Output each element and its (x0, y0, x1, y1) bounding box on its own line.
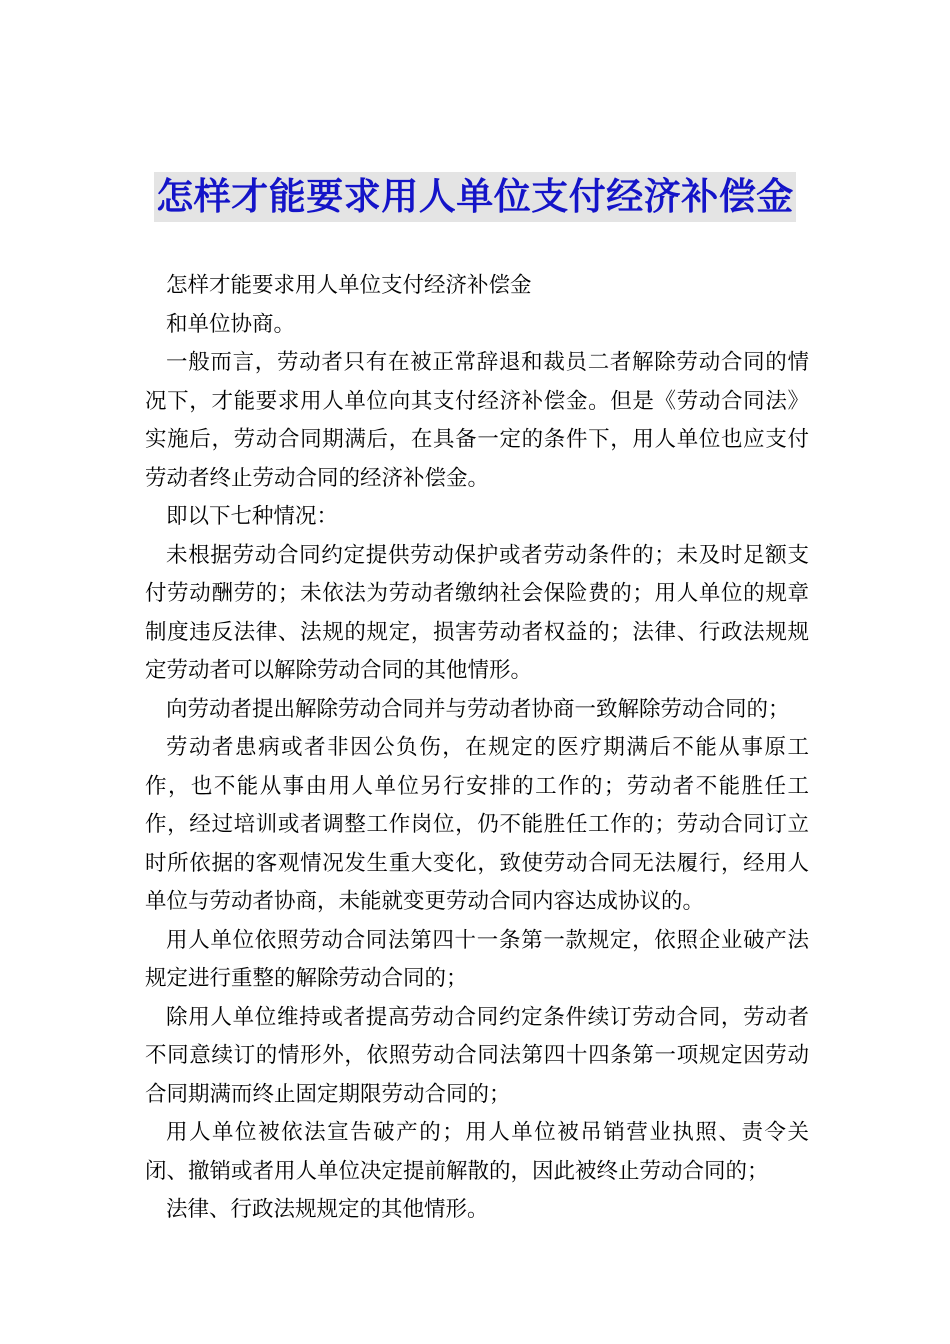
document-body (145, 267, 809, 1230)
paragraph: 一般而言，劳动者只有在被正常辞退和裁员二者解除劳动合同的情况下，才能要求用人单位向其支付经济补偿金。但是《劳动合同法》实施后，劳动合同期满后，在具备一定的条件下，用人单位也应支付劳动者终止劳动合同的经济补偿金。 (145, 350, 809, 491)
paragraph: 除用人单位维持或者提高劳动合同约定条件续订劳动合同，劳动者不同意续订的情形外，依照劳动合同法第四十四条第一项规定因劳动合同期满而终止固定期限劳动合同的； (145, 1004, 809, 1107)
paragraph: 法律、行政法规规定的其他情形。 (166, 1197, 489, 1222)
paragraph: 用人单位依照劳动合同法第四十一条第一款规定，依照企业破产法规定进行重整的解除劳动合同的； (145, 927, 809, 991)
title-container (0, 172, 950, 222)
paragraph-subtitle: 怎样才能要求用人单位支付经济补偿金 (166, 273, 532, 298)
document-title: 怎样才能要求用人单位支付经济补偿金 (154, 172, 796, 222)
paragraph: 劳动者患病或者非因公负伤，在规定的医疗期满后不能从事原工作，也不能从事由用人单位另行安排的工作的；劳动者不能胜任工作，经过培训或者调整工作岗位，仍不能胜任工作的；劳动合同订立时所依据的客观情况发生重大变化，致使劳动合同无法履行，经用人单位与劳动者协商，未能就变更劳动合同内容达成协议的。 (145, 735, 809, 914)
paragraph: 未根据劳动合同约定提供劳动保护或者劳动条件的；未及时足额支付劳动酬劳的；未依法为劳动者缴纳社会保险费的；用人单位的规章制度违反法律、法规的规定，损害劳动者权益的；法律、行政法规规定劳动者可以解除劳动合同的其他情形。 (145, 542, 809, 683)
paragraph: 用人单位被依法宣告破产的；用人单位被吊销营业执照、责令关闭、撤销或者用人单位决定提前解散的，因此被终止劳动合同的； (145, 1120, 809, 1184)
paragraph: 和单位协商。 (166, 311, 296, 337)
paragraph: 即以下七种情况： (166, 504, 339, 529)
paragraph: 向劳动者提出解除劳动合同并与劳动者协商一致解除劳动合同的； (166, 696, 790, 722)
